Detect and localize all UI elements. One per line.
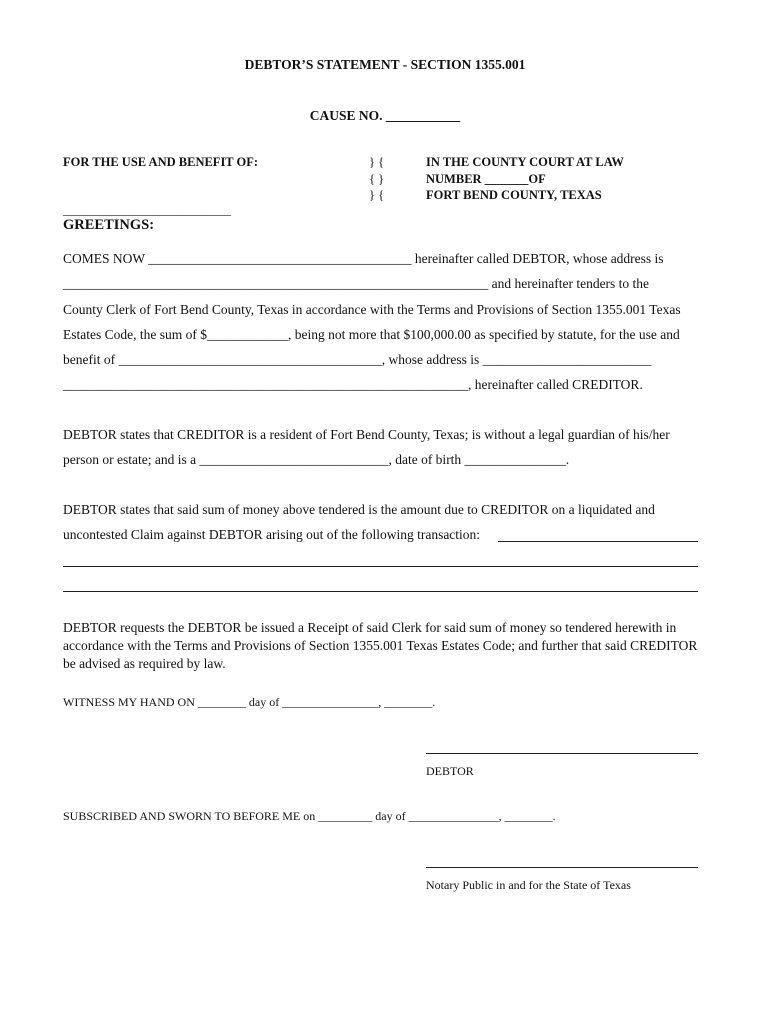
- court-line: FORT BEND COUNTY, TEXAS: [426, 188, 602, 202]
- para2-line: DEBTOR states that CREDITOR is a resident of Fort Bend County, Texas; is without a legal guardian of his/her: [63, 427, 670, 442]
- para1-line: benefit of _______________________________________, whose address is _________________________: [63, 352, 652, 367]
- document-title: DEBTOR’S STATEMENT - SECTION 1355.001: [244, 57, 526, 72]
- para1-line: County Clerk of Fort Bend County, Texas in accordance with the Terms and Provisions of Section 1355.001 Texas: [63, 302, 681, 317]
- para1-line: Estates Code, the sum of $____________, being not more that $100,000.00 as specified by statute, for the use and: [63, 327, 680, 342]
- notary-signature-line: [426, 867, 698, 868]
- transaction-line: [63, 566, 698, 567]
- brace-row: { }: [369, 171, 385, 186]
- para2-line: person or estate; and is a ____________________________, date of birth _______________.: [63, 452, 570, 467]
- brace-column: [369, 154, 384, 204]
- debtor-label: DEBTOR: [426, 764, 474, 778]
- debtor-signature-line: [426, 753, 698, 754]
- para1-line: _______________________________________________________________ and hereinafter tenders to the: [63, 276, 650, 291]
- cause-number: CAUSE NO. ___________: [309, 108, 461, 123]
- court-line: NUMBER _______OF: [426, 171, 546, 186]
- benefit-label: FOR THE USE AND BENEFIT OF:: [63, 155, 259, 169]
- para1-line: ____________________________________________________________, hereinafter called CREDITOR.: [63, 377, 643, 392]
- benefit-blank-line: ____________________________: [63, 203, 231, 217]
- para1-line: COMES NOW _______________________________________ hereinafter called DEBTOR, whose address is: [63, 251, 664, 266]
- transaction-line: [63, 591, 698, 592]
- para4-text: DEBTOR requests the DEBTOR be issued a Receipt of said Clerk for said sum of money so tendered herewith in accordance with the Terms and Provisions of Section 1355.001 Texas Estates Code; and further that said CREDITOR be advised as required by law.: [63, 620, 698, 671]
- subscribed-line: SUBSCRIBED AND SWORN TO BEFORE ME on _________ day of _______________, ________.: [63, 809, 556, 823]
- court-line: IN THE COUNTY COURT AT LAW: [426, 155, 624, 169]
- brace-row: } {: [369, 188, 385, 202]
- transaction-line: [498, 541, 698, 542]
- witness-line: WITNESS MY HAND ON ________ day of ________________, ________.: [63, 695, 436, 709]
- court-block: [426, 154, 624, 204]
- para3-line: uncontested Claim against DEBTOR arising out of the following transaction:: [63, 527, 481, 542]
- notary-label: Notary Public in and for the State of Texas: [426, 878, 631, 892]
- greetings-heading: GREETINGS:: [63, 217, 155, 233]
- brace-row: } {: [369, 155, 385, 169]
- para3-line: DEBTOR states that said sum of money above tendered is the amount due to CREDITOR on a liquidated and: [63, 502, 655, 517]
